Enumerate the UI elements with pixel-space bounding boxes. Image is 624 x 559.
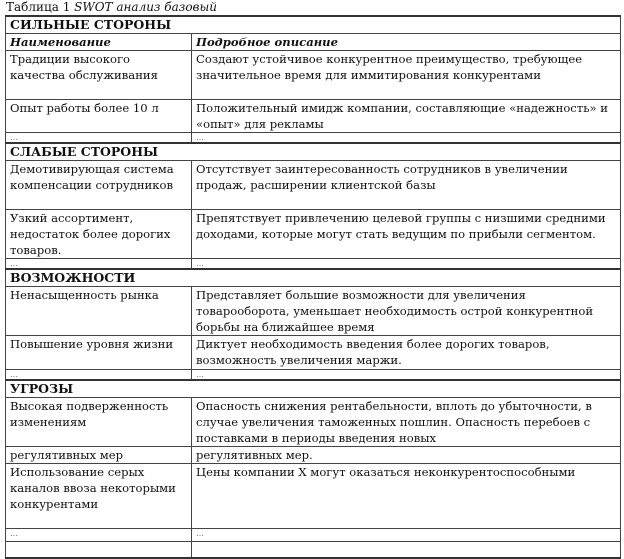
row-description: …	[192, 370, 621, 381]
table-row	[6, 398, 621, 447]
row-name: Использование серых каналов ввоза некоторыми конкурентами	[6, 464, 192, 529]
swot-table	[5, 15, 621, 559]
section-title: СЛАБЫЕ СТОРОНЫ	[6, 143, 621, 161]
row-description: Представляет большие возможности для увеличения товарооборота, уменьшает необходимость острой конкурентной борьбы на ближайшее время	[192, 287, 621, 336]
row-name: Опыт работы более 10 л	[6, 100, 192, 133]
row-name: Демотивирующая система компенсации сотрудников	[6, 161, 192, 210]
table-row	[6, 161, 621, 210]
row-name: Повышение уровня жизни	[6, 336, 192, 370]
row-name: Высокая подверженность изменениям	[6, 398, 192, 447]
row-description: Создают устойчивое конкурентное преимущество, требующее значительное время для иммитирования конкурентами	[192, 51, 621, 100]
table-row	[6, 287, 621, 336]
table-row	[6, 447, 621, 464]
row-description	[192, 542, 621, 559]
row-description: регулятивных мер.	[192, 447, 621, 464]
row-description: Цены компании X могут оказаться неконкурентоспособными	[192, 464, 621, 529]
table-row	[6, 259, 621, 270]
caption-title: SWOT анализ базовый	[74, 0, 218, 14]
row-name: …	[6, 133, 192, 144]
section-header-strengths	[6, 16, 621, 34]
section-header-threats	[6, 380, 621, 398]
row-description: Опасность снижения рентабельности, вплоть до убыточности, в случае увеличения таможенных пошлин. Опасность перебоев с поставками в периоды введения новых	[192, 398, 621, 447]
row-name: …	[6, 370, 192, 381]
section-title: УГРОЗЫ	[6, 380, 621, 398]
table-row	[6, 529, 621, 542]
section-title: ВОЗМОЖНОСТИ	[6, 269, 621, 287]
section-header-weaknesses	[6, 143, 621, 161]
row-name: Ненасыщенность рынка	[6, 287, 192, 336]
row-description: Отсутствует заинтересованность сотрудников в увеличении продаж, расширении клиентской базы	[192, 161, 621, 210]
row-description: Диктует необходимость введения более дорогих товаров, возможность увеличения маржи.	[192, 336, 621, 370]
table-row	[6, 133, 621, 144]
table-row-empty	[6, 542, 621, 559]
row-name: Традиции высокого качества обслуживания	[6, 51, 192, 100]
row-description: …	[192, 529, 621, 542]
row-description: Положительный имидж компании, составляющие «надежность» и «опыт» для рекламы	[192, 100, 621, 133]
row-name: Узкий ассортимент, недостаток более дорогих товаров.	[6, 210, 192, 259]
section-header-opportunities	[6, 269, 621, 287]
row-name: …	[6, 259, 192, 270]
column-header-name: Наименование	[6, 34, 192, 51]
row-name: …	[6, 529, 192, 542]
table-row	[6, 464, 621, 529]
table-row	[6, 370, 621, 381]
row-description: …	[192, 259, 621, 270]
caption-number: Таблица 1	[6, 0, 75, 14]
table-row	[6, 210, 621, 259]
row-description: Препятствует привлечению целевой группы с низшими средними доходами, которые могут стать ведущим по прибыли сегментом.	[192, 210, 621, 259]
row-name: регулятивных мер	[6, 447, 192, 464]
table-row	[6, 51, 621, 100]
table-row	[6, 336, 621, 370]
row-name	[6, 542, 192, 559]
row-description: …	[192, 133, 621, 144]
table-row	[6, 100, 621, 133]
column-header-description: Подробное описание	[192, 34, 621, 51]
table-caption	[6, 0, 217, 14]
column-header-row	[6, 34, 621, 51]
section-title: СИЛЬНЫЕ СТОРОНЫ	[6, 16, 621, 34]
